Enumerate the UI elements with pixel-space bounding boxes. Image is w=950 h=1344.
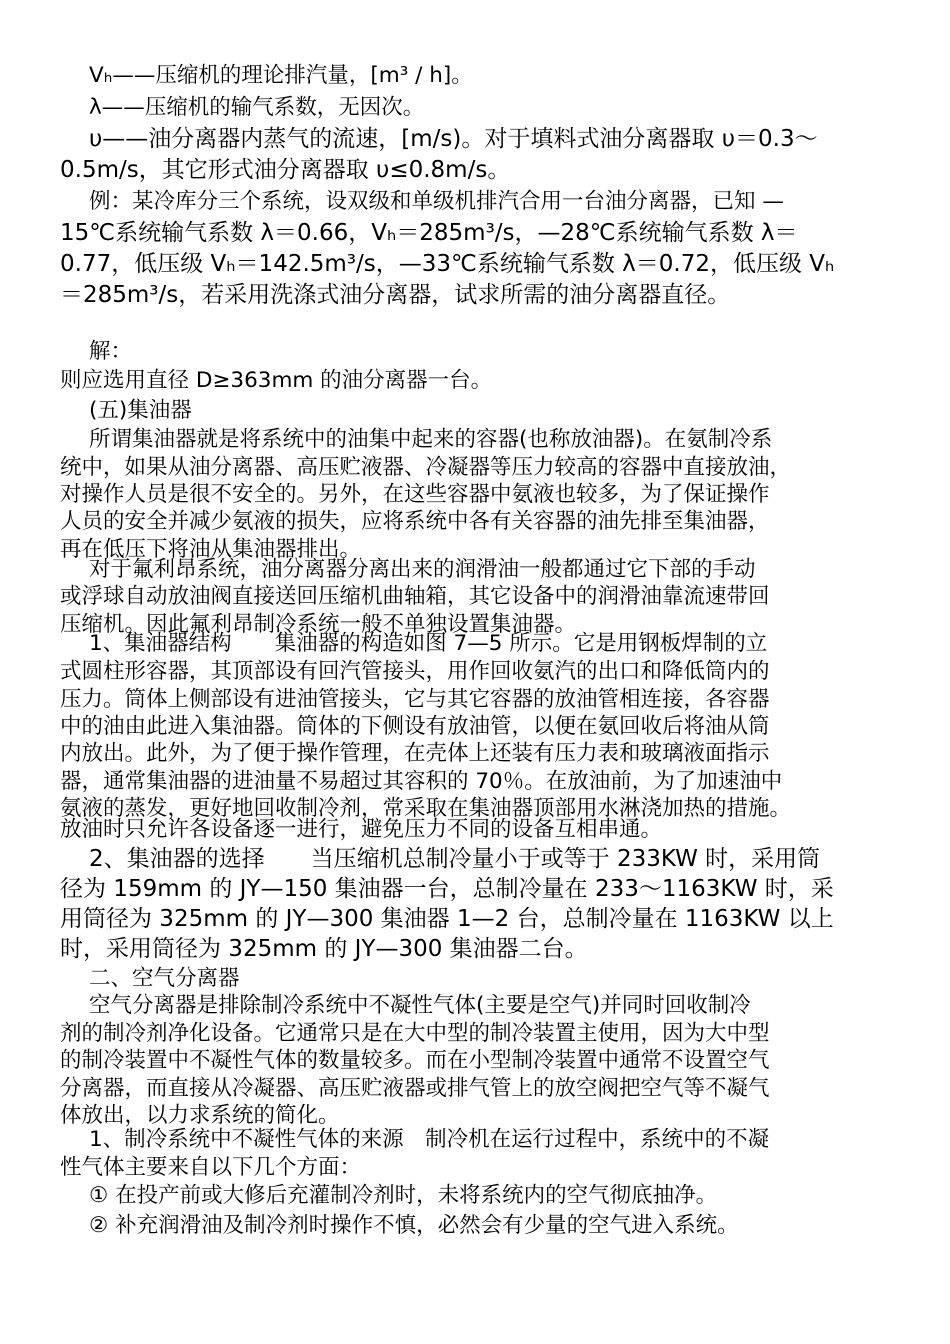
text-line: λ——压缩机的输气系数，无因次。 (89, 95, 425, 120)
text-line: 1、制冷系统中不凝性气体的来源 制冷机在运行过程中，系统中的不凝 (89, 1127, 770, 1152)
text-line: 空气分离器是排除制冷系统中不凝性气体(主要是空气)并同时回收制冷 (89, 993, 751, 1018)
text-line: 解： (89, 339, 133, 364)
list-item: ② 补充润滑油及制冷剂时操作不慎，必然会有少量的空气进入系统。 (89, 1213, 739, 1238)
text-line: 中的油由此进入集油器。筒体的下侧设有放油管，以便在氨回收后将油从筒 (60, 714, 770, 739)
text-line: 或浮球自动放油阀直接送回压缩机曲轴箱，其它设备中的润滑油靠流速带回 (60, 584, 770, 609)
text-line: 再在低压下将油从集油器排出。 (60, 537, 362, 562)
text-line: 15℃系统输气系数 λ＝0.66，Vₕ＝285m³/s，—28℃系统输气系数 λ＝ (60, 220, 798, 246)
text-line: 径为 159mm 的 JY—150 集油器一台，总制冷量在 233～1163KW 时，采 (60, 876, 834, 902)
text-line: 性气体主要来自以下几个方面： (60, 1155, 362, 1180)
text-line: ＝285m³/s，若采用洗涤式油分离器，试求所需的油分离器直径。 (60, 282, 731, 308)
text-line: 器，通常集油器的进油量不易超过其容积的 70％。在放油前，为了加速油中 (60, 769, 783, 794)
text-line: 时，采用筒径为 325mm 的 JY—300 集油器二台。 (60, 936, 588, 962)
text-line: Vₕ——压缩机的理论排汽量，[m³ / h]。 (89, 63, 473, 88)
text-line: 则应选用直径 D≥363mm 的油分离器一台。 (60, 368, 493, 393)
text-line: 所谓集油器就是将系统中的油集中起来的容器(也称放油器)。在氨制冷系 (89, 427, 773, 452)
text-line: 氨液的蒸发，更好地回收制冷剂，常采取在集油器顶部用水淋浇加热的措施。 (60, 796, 792, 821)
text-line: 内放出。此外，为了便于操作管理，在壳体上还装有压力表和玻璃液面指示 (60, 741, 770, 766)
text-line: 用筒径为 325mm 的 JY—300 集油器 1—2 台，总制冷量在 1163KW 以上 (60, 906, 834, 932)
section-heading: (五)集油器 (89, 398, 192, 423)
text-line: 分离器，而直接从冷凝器、高压贮液器或排气管上的放空阀把空气等不凝气 (60, 1076, 770, 1101)
text-line: 0.5m/s，其它形式油分离器取 υ≤0.8m/s。 (60, 157, 511, 183)
text-line: 剂的制冷剂净化设备。它通常只是在大中型的制冷装置主使用，因为大中型 (60, 1021, 770, 1046)
text-line: 例：某冷库分三个系统，设双级和单级机排汽合用一台油分离器，已知 — (89, 189, 784, 214)
text-line: 0.77，低压级 Vₕ＝142.5m³/s，—33℃系统输气系数 λ＝0.72，低压级 Vₕ (60, 251, 835, 277)
section-heading: 二、空气分离器 (89, 966, 240, 991)
text-line: 1、集油器结构 集油器的构造如图 7—5 所示。它是用钢板焊制的立 (89, 631, 768, 656)
text-line: 2、集油器的选择 当压缩机总制冷量小于或等于 233KW 时，采用筒 (89, 846, 821, 872)
text-line: υ——油分离器内蒸气的流速，[m/s)。对于填料式油分离器取 υ＝0.3～ (89, 126, 818, 152)
text-line: 对操作人员是很不安全的。另外，在这些容器中氨液也较多，为了保证操作 (60, 482, 770, 507)
text-line: 式圆柱形容器，其顶部设有回汽管接头，用作回收氨汽的出口和降低筒内的 (60, 659, 770, 684)
text-line: 放油时只允许各设备逐一进行，避免压力不同的设备互相串通。 (60, 817, 663, 842)
text-line: 统中，如果从油分离器、高压贮液器、冷凝器等压力较高的容器中直接放油， (60, 455, 792, 480)
text-line: 体放出，以力求系统的简化。 (60, 1103, 340, 1128)
text-line: 人员的安全并减少氨液的损失，应将系统中各有关容器的油先排至集油器， (60, 509, 770, 534)
text-line: 对于氟利昂系统，油分离器分离出来的润滑油一般都通过它下部的手动 (89, 557, 756, 582)
text-line: 压力。筒体上侧部设有进油管接头，它与其它容器的放油管相连接，各容器 (60, 687, 770, 712)
text-line: 的制冷装置中不凝性气体的数量较多。而在小型制冷装置中通常不设置空气 (60, 1048, 770, 1073)
list-item: ① 在投产前或大修后充灌制冷剂时，未将系统内的空气彻底抽净。 (89, 1183, 718, 1208)
text-line: 压缩机。因此氟利昂制冷系统一般不单独设置集油器。 (60, 612, 577, 637)
